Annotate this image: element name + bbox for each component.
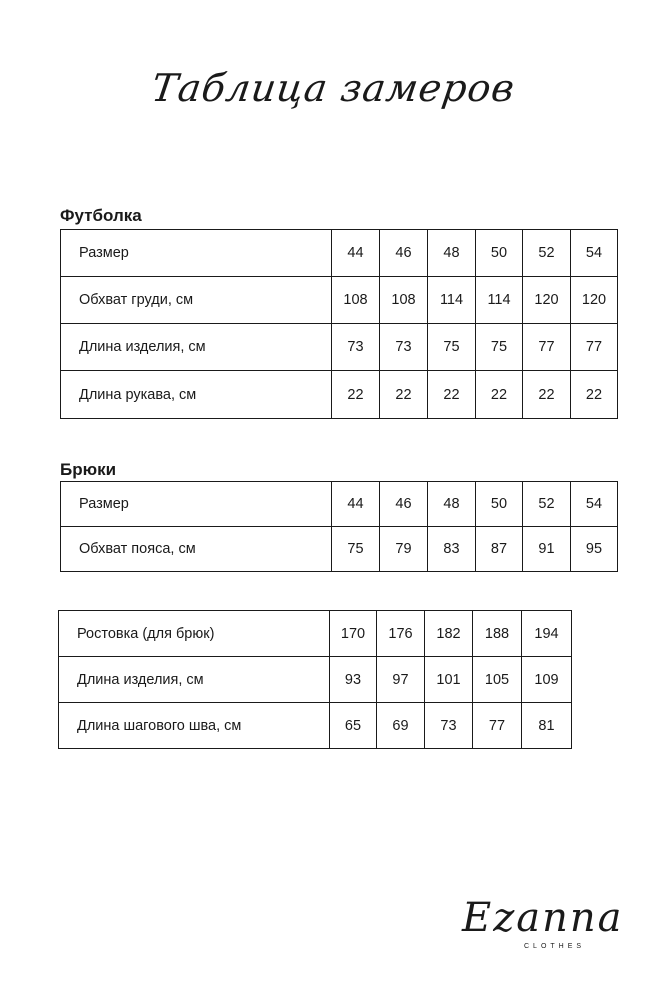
- table-cell: 65: [330, 703, 377, 749]
- table-row: [61, 324, 618, 371]
- table-cell: 44: [332, 230, 380, 277]
- table-cell: 22: [428, 371, 476, 419]
- brand-logo-subtitle: CLOTHES: [524, 943, 586, 950]
- table-row: [59, 611, 572, 657]
- table-cell: 109: [522, 657, 572, 703]
- table-cell: 75: [332, 527, 380, 572]
- table-cell: 22: [380, 371, 428, 419]
- table-cell: 48: [428, 230, 476, 277]
- table-cell: 79: [380, 527, 428, 572]
- table-cell: 22: [571, 371, 618, 419]
- table-cell: 108: [332, 277, 380, 324]
- table-cell: 52: [523, 230, 571, 277]
- table-cell: 77: [473, 703, 522, 749]
- table-cell: 81: [522, 703, 572, 749]
- table-cell: 22: [523, 371, 571, 419]
- table-cell: 77: [571, 324, 618, 371]
- table-cell: 120: [571, 277, 618, 324]
- table-cell: 105: [473, 657, 522, 703]
- pants-heading: Брюки: [60, 460, 117, 479]
- row-label: Размер: [61, 230, 332, 277]
- table-cell: 46: [380, 230, 428, 277]
- table-cell: 114: [428, 277, 476, 324]
- table-cell: 44: [332, 482, 380, 527]
- table-cell: 77: [523, 324, 571, 371]
- table-cell: 91: [523, 527, 571, 572]
- table-cell: 194: [522, 611, 572, 657]
- table-cell: 73: [380, 324, 428, 371]
- row-label: Размер: [61, 482, 332, 527]
- table-row: [59, 703, 572, 749]
- table-cell: 83: [428, 527, 476, 572]
- table-cell: 176: [377, 611, 425, 657]
- table-cell: 54: [571, 482, 618, 527]
- table-cell: 108: [380, 277, 428, 324]
- height-table: [58, 610, 572, 749]
- table-cell: 93: [330, 657, 377, 703]
- row-label: Обхват пояса, см: [61, 527, 332, 572]
- table-cell: 97: [377, 657, 425, 703]
- table-cell: 182: [425, 611, 473, 657]
- table-row: [61, 527, 618, 572]
- table-row: [61, 230, 618, 277]
- table-cell: 73: [332, 324, 380, 371]
- table-cell: 69: [377, 703, 425, 749]
- table-cell: 95: [571, 527, 618, 572]
- pants-table: [60, 481, 618, 572]
- table-cell: 101: [425, 657, 473, 703]
- table-cell: 114: [476, 277, 523, 324]
- table-cell: 87: [476, 527, 523, 572]
- table-cell: 120: [523, 277, 571, 324]
- row-label: Длина изделия, см: [59, 657, 330, 703]
- table-row: [61, 277, 618, 324]
- table-row: [59, 657, 572, 703]
- row-label: Длина рукава, см: [61, 371, 332, 419]
- row-label: Обхват груди, см: [61, 277, 332, 324]
- table-cell: 46: [380, 482, 428, 527]
- table-cell: 75: [428, 324, 476, 371]
- table-cell: 73: [425, 703, 473, 749]
- table-cell: 50: [476, 482, 523, 527]
- table-cell: 22: [332, 371, 380, 419]
- table-row: [61, 482, 618, 527]
- table-cell: 75: [476, 324, 523, 371]
- table-cell: 188: [473, 611, 522, 657]
- page-title-text: Таблица замеров: [149, 66, 518, 110]
- tshirt-table: [60, 229, 618, 419]
- row-label: Ростовка (для брюк): [59, 611, 330, 657]
- table-cell: 170: [330, 611, 377, 657]
- table-cell: 48: [428, 482, 476, 527]
- table-cell: 52: [523, 482, 571, 527]
- brand-logo-script: Ezanna: [462, 895, 624, 941]
- brand-logo: [462, 895, 632, 965]
- row-label: Длина шагового шва, см: [59, 703, 330, 749]
- table-cell: 50: [476, 230, 523, 277]
- table-cell: 54: [571, 230, 618, 277]
- tshirt-heading: Футболка: [60, 206, 142, 225]
- page-title: [0, 48, 667, 128]
- row-label: Длина изделия, см: [61, 324, 332, 371]
- table-cell: 22: [476, 371, 523, 419]
- table-row: [61, 371, 618, 419]
